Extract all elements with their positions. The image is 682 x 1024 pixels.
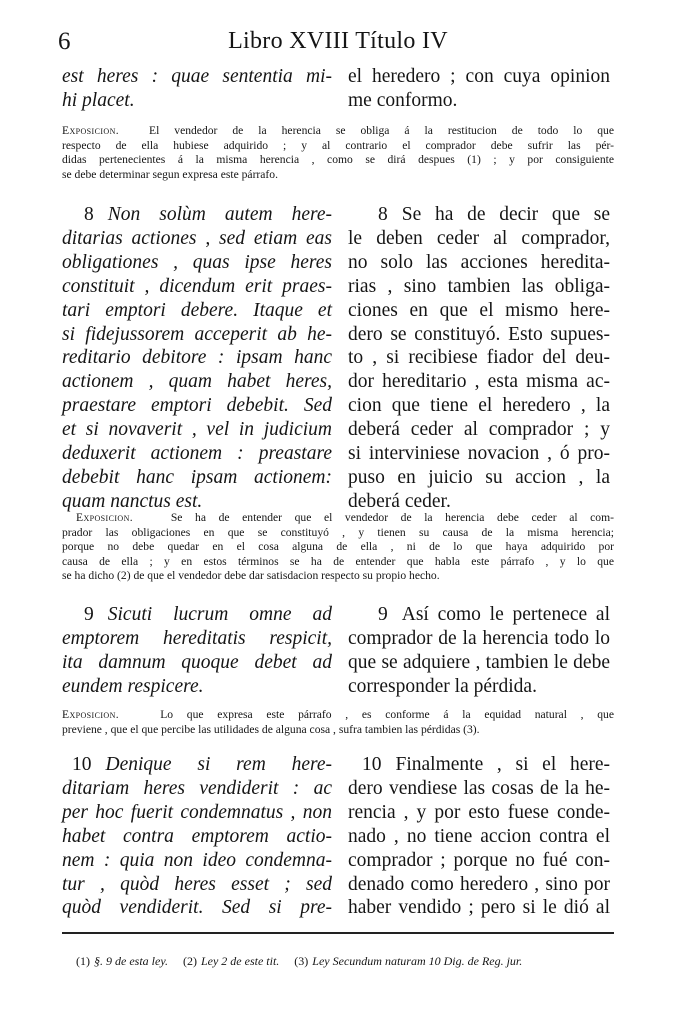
text-line: emptorem hereditatis respicit,	[62, 627, 332, 649]
text-line: causa de ella ; y en estos términos se ha de entender que habla este párrafo , y lo que	[62, 554, 614, 568]
text-line: comprador de la herencia todo lo	[348, 627, 610, 649]
text-line: porque no debe quedar en el cosa alguna de ella , ni de lo que haya adquirido por	[62, 540, 614, 553]
text-line: 10 Finalmente , si el here-	[362, 754, 610, 775]
text-line: si fidejussorem acceperit ab he-	[62, 323, 332, 345]
text-line: prador las obligaciones en que se constituyó , y tienen su causa de la misma herencia;	[62, 525, 614, 539]
exposition-label: Exposicion.	[76, 511, 134, 524]
text-line: le deben ceder al comprador,	[348, 227, 610, 249]
footnote-3: (3) Ley Secundum naturam 10 Dig. de Reg. jur.	[294, 954, 523, 968]
text-line: deduxerit actionem : preastare	[62, 443, 332, 465]
footnotes	[76, 954, 616, 969]
text-line: me conformo.	[348, 89, 458, 111]
text-line: rias , sino tambien las obliga-	[348, 275, 610, 297]
section-8-latin	[62, 203, 332, 514]
text-line: rencia , y por esto fuese conde-	[348, 801, 610, 823]
text-line: to , si recibiese fiador del deu-	[348, 347, 610, 369]
text-line: comprador ; porque no fué con-	[348, 849, 610, 871]
text-line: constituit , dicendum erit praes-	[62, 275, 332, 297]
section-number: 8	[84, 204, 94, 225]
text-line: debebit hanc ipsam actionem:	[62, 466, 332, 488]
text-line: dero se constituyó. Esto supues-	[348, 323, 610, 345]
exposition-2	[62, 511, 614, 584]
section-number: 10	[72, 754, 92, 775]
text-line: 9 Así como le pertenece al	[378, 604, 610, 625]
text-line: corresponder la pérdida.	[348, 675, 537, 697]
text-line: previene , que el que percibe las utilidades de alguna cosa , sufra tambien las pérdidas (3).	[62, 722, 480, 736]
section-number: 10	[362, 754, 382, 775]
text-line: deberá ceder.	[348, 490, 451, 512]
text-line: haber vendido ; pero si le dió al	[348, 897, 610, 919]
text-line: se ha dicho (2) de que el vendedor debe dar satisdacion respecto su propio hecho.	[62, 569, 440, 582]
text-line: si interviniese novacion , ó pro-	[348, 443, 610, 465]
text-line: Exposicion. Lo que expresa este párrafo , es conforme á la equidad natural , que	[62, 708, 614, 721]
text-line: puso en juicio su accion , la	[348, 466, 610, 488]
text-line: ditarias actiones , sed etiam eas	[62, 227, 332, 249]
text-line: quam nanctus est.	[62, 490, 203, 512]
text-line: et si novaverit , vel in judicium	[62, 419, 332, 441]
text-line: tari emptori debere. Itaque et	[62, 299, 332, 321]
footnote-1: (1) §. 9 de esta ley.	[76, 954, 168, 968]
text-line: eundem respicere.	[62, 675, 204, 697]
text-line: obligationes , quas ipse heres	[62, 251, 332, 273]
text-line: ditariam heres vendiderit : ac	[62, 777, 332, 799]
text-line: nado , no tiene accion contra el	[348, 825, 610, 847]
text-line: ciones en que el mismo here-	[348, 299, 610, 321]
text-line: actionem , quam habet heres,	[62, 371, 332, 393]
exposition-label: Exposicion.	[62, 708, 120, 721]
text-line: 10 Denique si rem here-	[72, 754, 332, 775]
section-9-latin	[62, 603, 332, 699]
text-line: quòd vendiderit. Sed si pre-	[62, 897, 332, 919]
text-line: habet contra emptorem actio-	[62, 825, 332, 847]
text-line: cion que tiene el heredero , la	[348, 395, 610, 417]
text-line: ita damnum quoque debet ad	[62, 651, 332, 673]
running-header	[58, 28, 618, 58]
text-line: 8 Non solùm autem here-	[84, 204, 332, 225]
text-line: praestare emptori debebit. Sed	[62, 395, 332, 417]
exposition-1	[62, 124, 614, 182]
section-9-spanish	[348, 603, 610, 699]
text-line: el heredero ; con cuya opinion	[348, 66, 610, 87]
section-number: 8	[378, 204, 388, 225]
text-line: que se adquiere , tambien le debe	[348, 651, 610, 673]
text-line: dor hereditario , esta misma ac-	[348, 371, 610, 393]
top-spanish-text	[348, 65, 610, 113]
text-line: didas pertenecientes á la misma herencia , como se dirá despues (1) ; y por consiguiente	[62, 153, 614, 166]
section-number: 9	[378, 604, 388, 625]
section-10-spanish	[348, 753, 610, 920]
text-line: Exposicion. Se ha de entender que el vendedor de la herencia debe ceder al com-	[76, 511, 614, 524]
text-line: nem : quia non ideo condemna-	[62, 849, 332, 871]
text-line: reditario debitore : ipsam hanc	[62, 347, 332, 369]
page-number: 6	[58, 28, 71, 55]
text-line: hi placet.	[62, 89, 135, 111]
text-line: 9 Sicuti lucrum omne ad	[84, 604, 332, 625]
text-line: 8 Se ha de decir que se	[378, 204, 610, 225]
text-line: respecto de ella hubiese adquirido ; y al contrario el comprador debe sufrir las pér-	[62, 138, 614, 152]
top-latin-text	[62, 65, 332, 113]
exposition-label: Exposicion.	[62, 124, 120, 137]
text-line: se debe determinar segun expresa este párrafo.	[62, 167, 278, 181]
page-title: Libro XVIII Título IV	[228, 28, 448, 54]
section-8-spanish	[348, 203, 610, 514]
footnote-2: (2) Ley 2 de este tit.	[182, 954, 280, 968]
text-line: no solo las acciones heredita-	[348, 251, 610, 273]
text-line: tur , quòd heres esset ; sed	[62, 873, 332, 895]
exposition-3	[62, 708, 614, 737]
text-line: est heres : quae sententia mi-	[62, 66, 332, 87]
footnote-divider	[62, 932, 614, 934]
section-number: 9	[84, 604, 94, 625]
text-line: Exposicion. El vendedor de la herencia se obliga á la restitucion de todo lo que	[62, 124, 614, 137]
section-10-latin	[62, 753, 332, 920]
text-line: dero vendiese las cosas de la he-	[348, 777, 610, 799]
text-line: deberá ceder al comprador ; y	[348, 419, 610, 441]
text-line: denado como heredero , sino por	[348, 873, 610, 895]
text-line: per hoc fuerit condemnatus , non	[62, 801, 332, 823]
